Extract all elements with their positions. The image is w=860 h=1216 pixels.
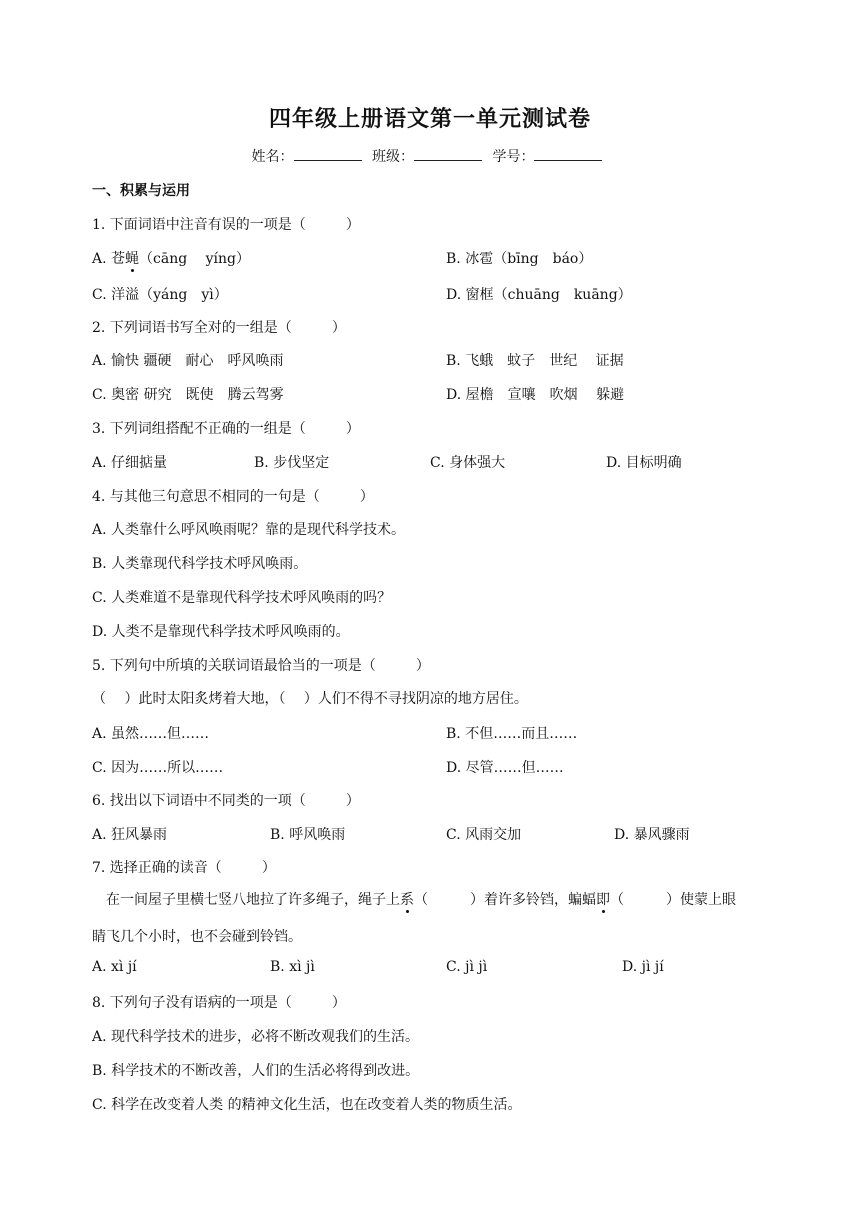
q1-option-a[interactable]: A. 苍蝇（cāng yíng） [92,251,250,267]
q7-passage-line-1: 在一间屋子里横七竖八地拉了许多绳子，绳子上系（ ）着许多铃铛，蝙蝠即（ ）使蒙上眼 [92,892,736,908]
q6-option-c[interactable]: C. 风雨交加 [446,827,522,843]
q5-option-d[interactable]: D. 尽管……但…… [446,760,564,776]
q7-passage-line-2: 睛飞几个小时，也不会碰到铃铛。 [92,929,302,945]
section-heading: 一、积累与运用 [92,183,190,199]
student-info [0,146,860,166]
class-label: 班级： [372,149,414,165]
q7-option-d[interactable]: D. jì jí [622,959,664,975]
q1-option-c[interactable]: C. 洋溢（yáng yì） [92,287,228,303]
question-3: 3. 下列词组搭配不正确的一组是（ ） [92,421,360,437]
q6-option-a[interactable]: A. 狂风暴雨 [92,827,168,843]
q2-option-b[interactable]: B. 飞蛾 蚊子 世纪 证据 [446,353,624,369]
question-4: 4. 与其他三句意思不相同的一句是（ ） [92,489,374,505]
q5-option-a[interactable]: A. 虽然……但…… [92,726,210,742]
q8-option-b[interactable]: B. 科学技术的不断改善，人们的生活必将得到改进。 [92,1063,420,1079]
q1-option-b[interactable]: B. 冰雹（bīng báo） [446,251,593,267]
question-7: 7. 选择正确的读音（ ） [92,860,276,876]
q3-option-a[interactable]: A. 仔细掂量 [92,455,168,471]
name-label: 姓名： [251,149,294,165]
page-title: 四年级上册语文第一单元测试卷 [268,106,591,132]
q6-option-b[interactable]: B. 呼风唤雨 [270,827,346,843]
q4-option-b[interactable]: B. 人类靠现代科学技术呼风唤雨。 [92,556,308,572]
question-8: 8. 下列句子没有语病的一项是（ ） [92,995,346,1011]
q7-option-b[interactable]: B. xì jì [270,959,315,975]
q1-option-d[interactable]: D. 窗框（chuāng kuāng） [446,287,632,303]
q5-option-c[interactable]: C. 因为……所以…… [92,760,224,776]
question-2: 2. 下列词语书写全对的一组是（ ） [92,320,346,336]
class-blank[interactable] [414,148,482,161]
q3-option-c[interactable]: C. 身体强大 [430,455,506,471]
q7-option-c[interactable]: C. jì jì [446,959,488,975]
question-6: 6. 找出以下词语中不同类的一项（ ） [92,793,360,809]
id-label: 学号： [492,149,535,165]
q2-option-c[interactable]: C. 奥密 研究 既使 腾云驾雾 [92,387,284,403]
q7-option-a[interactable]: A. xì jí [92,959,137,975]
q3-option-d[interactable]: D. 目标明确 [606,455,682,471]
q6-option-d[interactable]: D. 暴风骤雨 [614,827,690,843]
q8-option-a[interactable]: A. 现代科学技术的进步，必将不断改观我们的生活。 [92,1029,420,1045]
question-1: 1. 下面词语中注音有误的一项是（ ） [92,217,360,233]
name-blank[interactable] [294,148,362,161]
q3-option-b[interactable]: B. 步伐坚定 [254,455,330,471]
q5-sentence: （ ）此时太阳炙烤着大地，（ ）人们不得不寻找阴凉的地方居住。 [92,691,528,707]
question-5: 5. 下列句中所填的关联词语最恰当的一项是（ ） [92,658,430,674]
q8-option-c[interactable]: C. 科学在改变着人类 的精神文化生活，也在改变着人类的物质生活。 [92,1097,522,1113]
q4-option-c[interactable]: C. 人类难道不是靠现代科学技术呼风唤雨的吗？ [92,590,392,606]
q5-option-b[interactable]: B. 不但……而且…… [446,726,578,742]
q4-option-d[interactable]: D. 人类不是靠现代科学技术呼风唤雨的。 [92,624,350,640]
q4-option-a[interactable]: A. 人类靠什么呼风唤雨呢？靠的是现代科学技术。 [92,522,406,538]
q2-option-d[interactable]: D. 屋檐 宣嚷 吹烟 躲避 [446,387,625,403]
q2-option-a[interactable]: A. 愉快 疆硬 耐心 呼风唤雨 [92,353,284,369]
id-blank[interactable] [534,148,602,161]
